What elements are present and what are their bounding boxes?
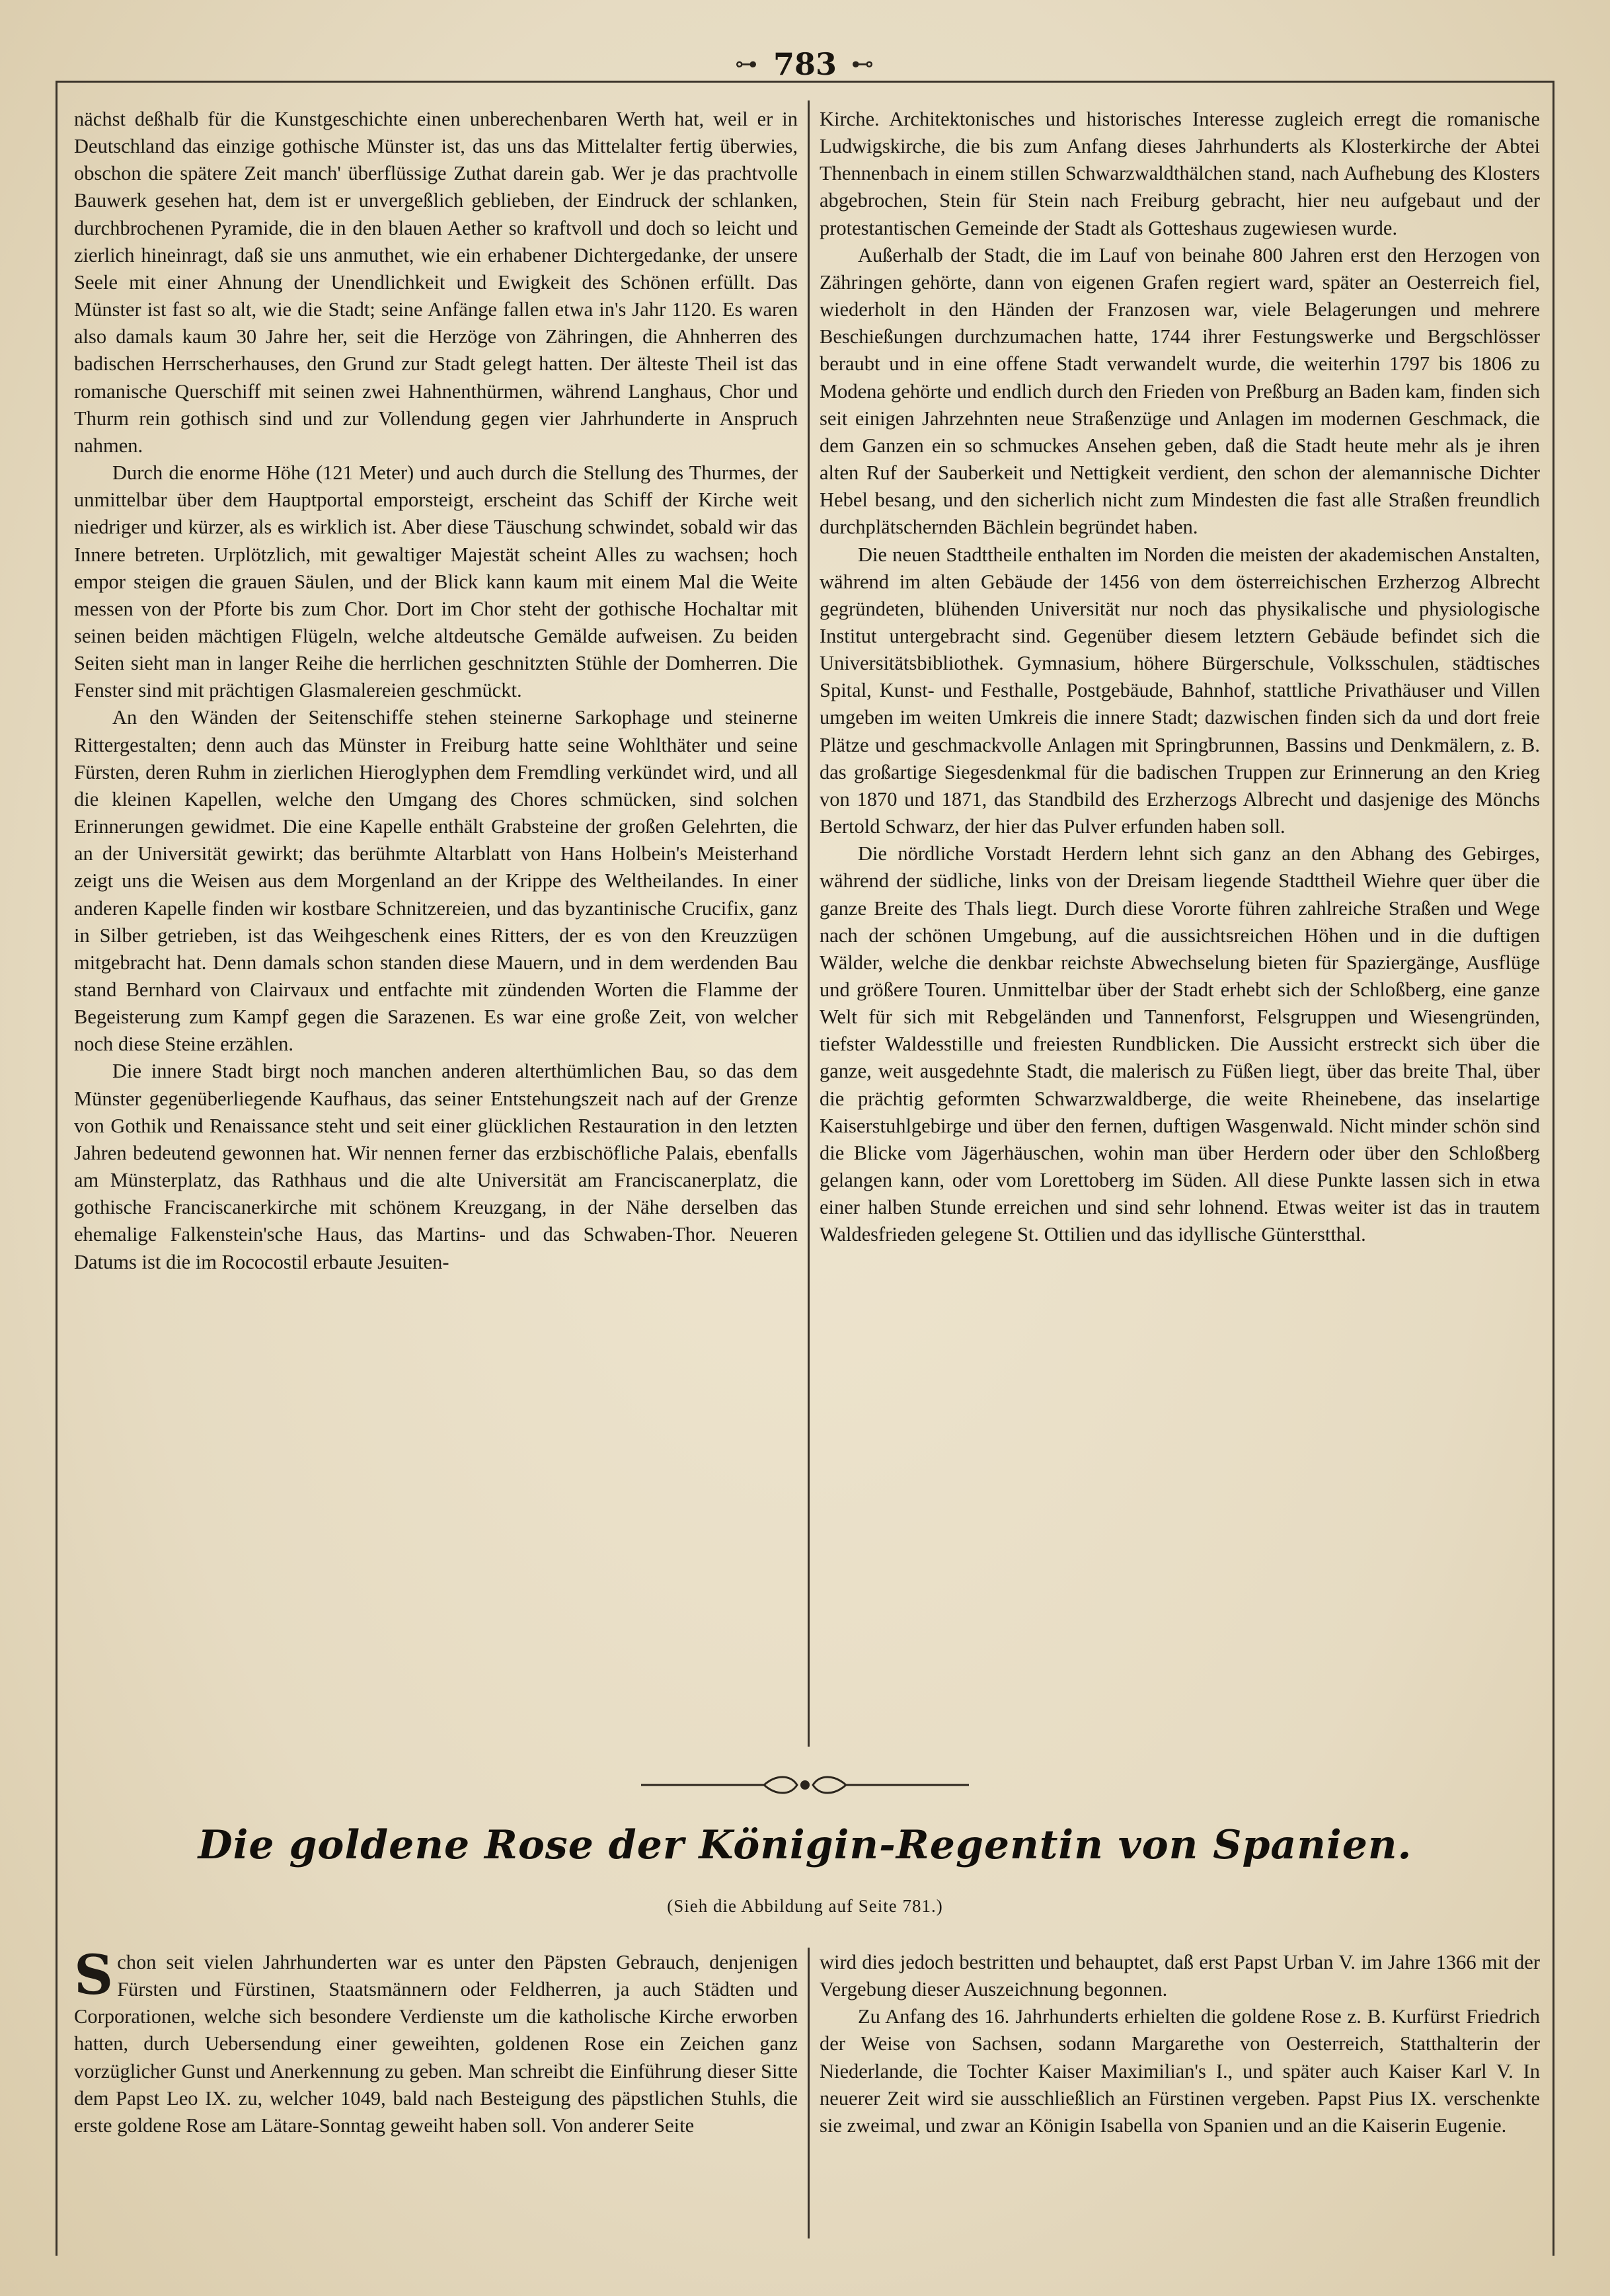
column-rule-top <box>808 100 810 1747</box>
paragraph: wird dies jedoch bestritten und behauptet, daß erst Papst Urban V. im Jahre 1366 mit der Vergebung dieser Auszeichnung begonnen. <box>820 1951 1540 2001</box>
paragraph: Die innere Stadt birgt noch manchen anderen alterthümlichen Bau, so das dem Münster gegenüberliegende Kaufhaus, das seiner Entstehungszeit nach auf der Grenze von Gothik und Renaissance steht und seit einer glücklichen Restauration in den letzten Jahren bedeutend gewonnen hat. Wir nennen ferner das erzbischöfliche Palais, ebenfalls am Münsterplatz, das Rathhaus und die alte Universität am Franciscanerplatz, die gothische Franciscanerkirche mit schönem Kreuzgang, in der Nähe derselben das ehemalige Falkenstein'sche Haus, das Martins- und das Schwaben-Thor. Neueren Datums ist die im Rococostil erbaute Jesuiten- <box>74 1060 798 1273</box>
article-column-right <box>820 1949 1540 2233</box>
header-ornament-left: ⊶ <box>734 51 759 77</box>
paragraph: An den Wänden der Seitenschiffe stehen steinerne Sarkophage und steinerne Rittergestalten; denn auch das Münster in Freiburg hatte seine Wohlthäter und seine Fürsten, deren Ruhm in zierlichen Hieroglyphen dem Fremdling verkündet wird, und all die kleinen Kapellen, welche den Umgang des Chores schmücken, sind solchen Erinnerungen gewidmet. Die eine Kapelle enthält Grabsteine der großen Gelehrten, die an der Universität gewirkt; das berühmte Altarblatt von Hans Holbein's Meisterhand zeigt uns die Weisen aus dem Morgenland an der Krippe des Weltheilandes. In einer anderen Kapelle finden wir kostbare Schnitzereien, und das byzantinische Crucifix, ganz in Silber getrieben, ist das Weihgeschenk eines Ritters, der es von den Kreuzzügen mitgebracht hat. Denn damals schon standen diese Mauern, und in dem werdenden Bau stand Bernhard von Clairvaux und entfachte mit zündenden Worten die Flamme der Begeisterung zum Kampf gegen die Sarazenen. Es war eine große Zeit, von welcher noch diese Steine erzählen. <box>74 706 798 1056</box>
column-top-right <box>820 106 1540 1739</box>
drop-cap: S <box>74 1949 114 2007</box>
article-column-left <box>74 1949 798 2233</box>
column-top-left <box>74 106 798 1739</box>
article-subtitle: (Sieh die Abbildung auf Seite 781.) <box>667 1896 943 1916</box>
paragraph: Durch die enorme Höhe (121 Meter) und auch durch die Stellung des Thurmes, der unmittelbar über dem Hauptportal emporsteigt, erscheint das Schiff der Kirche weit niedriger und kürzer, als es wirklich ist. Aber diese Täuschung schwindet, sobald wir das Innere betreten. Urplötzlich, mit gewaltiger Majestät scheint Alles zu wachsen; hoch empor steigen die grauen Säulen, und der Blick kann kaum mit einem Mal die Weite messen von der Pforte bis zum Chor. Dort im Chor steht der gothische Hochaltar mit seinen beiden mächtigen Flügeln, welche altdeutsche Gemälde aufweisen. Zu beiden Seiten sieht man in langer Reihe die herrlichen geschnitzten Stühle der Domherren. Die Fenster sind mit prächtigen Glasmalereien geschmückt. <box>74 461 798 702</box>
article-title: Die goldene Rose der Königin-Regentin von Spanien. <box>198 1822 1412 1868</box>
paragraph: Zu Anfang des 16. Jahrhunderts erhielten die goldene Rose z. B. Kurfürst Friedrich der Weise von Sachsen, sodann Margarethe von Oesterreich, Statthalterin der Niederlande, die Tochter Kaiser Maximilian's I., und später auch Kaiser Karl V. In neuerer Zeit wird sie ausschließlich an Fürstinen vergeben. Papst Pius IX. verschenkte sie zweimal, und zwar an Königin Isabella von Spanien und an die Kaiserin Eugenie. <box>820 2005 1540 2137</box>
left-rule <box>56 81 58 2256</box>
paragraph: nächst deßhalb für die Kunstgeschichte einen unberechenbaren Werth hat, weil er in Deutschland das einzige gothische Münster ist, das uns das Mittelalter fertig überwies, obschon die spätere Zeit manch' überflüssige Zuthat darein gab. Wer je das prachtvolle Bauwerk gesehen hat, dem ist er unvergeßlich geblieben, der Eindruck der schlanken, durchbrochenen Pyramide, die in den blauen Aether so kraftvoll und doch so leicht und zierlich hineinragt, daß sie uns anmuthet, wie ein erhabener Dichtergedanke, der unsere Seele mit einer Ahnung der Unendlichkeit und Ewigkeit des Schönen erfüllt. Das Münster ist fast so alt, wie die Stadt; seine Anfänge fallen etwa in's Jahr 1120. Es waren also damals kaum 30 Jahre her, seit die Herzöge von Zähringen, die Ahnherren des badischen Herrscherhauses, den Grund zur Stadt gelegt hatten. Der älteste Theil ist das romanische Querschiff mit seinen zwei Hahnenthürmen, während Langhaus, Chor und Thurm rein gothisch sind und zur Vollendung gegen vier Jahrhunderte in Anspruch nahmen. <box>74 108 798 457</box>
right-rule <box>1552 81 1554 2256</box>
paragraph: Die neuen Stadttheile enthalten im Norden die meisten der akademischen Anstalten, während im alten Gebäude der 1456 von dem österreichischen Erzherzog Albrecht gegründeten, blühenden Universität nur noch das physikalische und physiologische Institut untergebracht sind. Gegenüber diesem letztern Gebäude befindet sich die Universitätsbibliothek. Gymnasium, höhere Bürgerschule, Volksschulen, städtisches Spital, Kunst- und Festhalle, Postgebäude, Bahnhof, stattliche Privathäuser und Villen umgeben im weiten Umkreis die innere Stadt; dazwischen finden sich da und dort freie Plätze und geschmackvolle Anlagen mit Springbrunnen, Bassins und Denkmälern, z. B. das großartige Siegesdenkmal für die badischen Truppen zur Erinnerung an den Krieg von 1870 und 1871, das Standbild des Erzherzogs Albrecht und dasjenige des Mönchs Bertold Schwarz, der hier das Pulver erfunden haben soll. <box>820 543 1540 838</box>
column-rule-bottom <box>808 1948 810 2238</box>
paragraph: chon seit vielen Jahrhunderten war es unter den Päpsten Gebrauch, denjenigen Fürsten und Fürstinen, Staatsmännern oder Feldherren, ja auch Städten und Corporationen, welche sich besondere Verdienste um die katholische Kirche erworben hatten, durch Uebersendung einer geweihten, goldenen Rose ein Zeichen ganz vorzüglicher Gunst und Anerkennung zu geben. Man schreibt die Einführung dieser Sitte dem Papst Leo IX. zu, welcher 1049, bald nach Besteigung des päpstlichen Stuhls, die erste goldene Rose am Lätare-Sonntag geweiht haben soll. Von anderer Seite <box>74 1951 798 2137</box>
paragraph: Kirche. Architektonisches und historisches Interesse zugleich erregt die romanische Ludwigskirche, die bis zum Anfang dieses Jahrhunderts als Klosterkirche der Abtei Thennenbach in einem stillen Schwarzwaldthälchen stand, nach Aufhebung des Klosters abgebrochen, Stein für Stein nach Freiburg gebracht, hier neu aufgebaut und der protestantischen Gemeinde der Stadt als Gotteshaus zugewiesen wurde. <box>820 108 1540 239</box>
header-ornament-right: ⊷ <box>851 51 876 77</box>
paragraph: Außerhalb der Stadt, die im Lauf von beinahe 800 Jahren erst den Herzogen von Zähringen gehörte, dann von eigenen Grafen regiert ward, später an Oesterreich fiel, wiederholt in den Händen der Franzosen war, viele Belagerungen und mehrere Beschießungen durchzumachen hatte, 1744 ihrer Festungswerke und Bergschlösser beraubt und in eine offene Stadt verwandelt wurde, die weiterhin 1797 bis 1806 zu Modena gehörte und endlich durch den Frieden von Preßburg an Baden kam, finden sich seit einigen Jahrzehnten neue Straßenzüge und Anlagen im modernen Geschmack, die dem Ganzen ein so schmuckes Ansehen geben, daß die Stadt heute mehr als je ihren alten Ruf der Sauberkeit und Nettigkeit verdient, den schon der alemannische Dichter Hebel besang, und den sicherlich nicht zum Mindesten die fast alle Straßen freundlich durchplätschernden Bächlein begründet haben. <box>820 243 1540 539</box>
paragraph: Die nördliche Vorstadt Herdern lehnt sich ganz an den Abhang des Gebirges, während der südliche, links von der Dreisam liegende Stadttheil Wiehre quer über die ganze Breite des Thals liegt. Durch diese Vororte führen zahlreiche Straßen und Wege nach der schönen Umgebung, auf die aussichtsreichen Höhen und in die duftigen Wälder, welche die denkbar reichste Abwechselung bieten für Spaziergänge, Ausflüge und größere Touren. Unmittelbar über der Stadt erhebt sich der Schloßberg, eine ganze Welt für sich mit Rebgeländen und Tannenforst, Felsgruppen und Wiesengründen, tiefster Waldesstille und freiesten Rundblicken. Die Aussicht erstreckt sich über die ganze, weit ausgedehnte Stadt, die malerisch zu Füßen liegt, über das breite Thal, über die prächtig geformten Schwarzwaldberge, die weite Rheinebene, das inselartige Kaiserstuhlgebirge und über den fernen, duftigen Wasgenwald. Nicht minder schön sind die Blicke vom Jägerhäuschen, wohin man über Herdern oder über den Schloßberg gelangen kann, oder vom Lorettoberg im Süden. All diese Punkte lassen sich in etwa einer halben Stunde erreichen und sind sehr lohnend. Etwas weiter ist das in trautem Waldesfrieden gelegene St. Ottilien und das idyllische Günterstthal. <box>820 842 1540 1246</box>
page-number: 783 <box>773 46 837 82</box>
section-divider-ornament <box>634 1772 976 1798</box>
page-header <box>0 41 1610 87</box>
